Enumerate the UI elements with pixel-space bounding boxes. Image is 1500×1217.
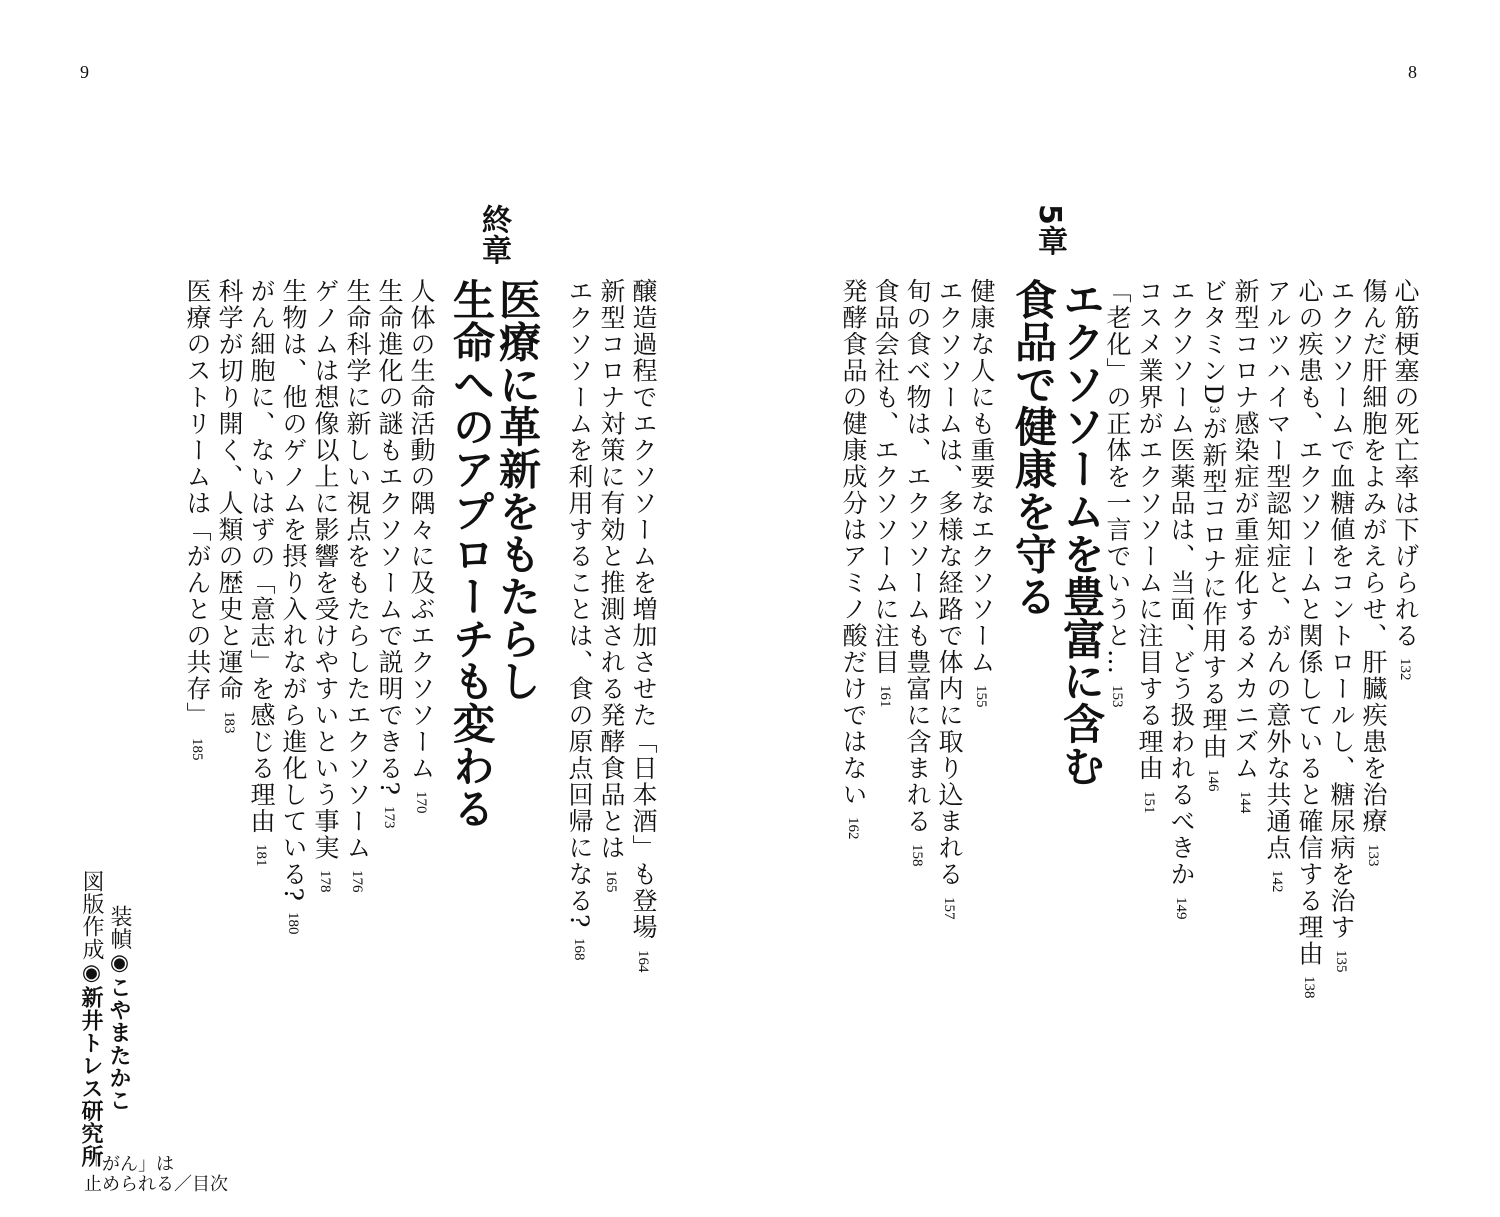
toc-entry-page: 176 — [349, 870, 365, 893]
toc-entry — [1102, 278, 1130, 707]
toc-entry-title: エクソソーム医薬品は、当面、どう扱われるべきか — [1167, 278, 1196, 888]
toc-entry-title: 健康な人にも重要なエクソソーム — [967, 278, 996, 676]
toc-entry — [564, 278, 592, 961]
toc-entry — [902, 278, 930, 866]
toc-entry — [1294, 278, 1322, 999]
toc-entry-page: 181 — [253, 843, 269, 867]
toc-entry-page: 132 — [1397, 658, 1413, 681]
toc-entry — [1358, 278, 1386, 866]
toc-entry-page: 178 — [317, 870, 333, 893]
credit-design-label: 装幀◉ — [107, 905, 132, 976]
toc-entry-subscript: 3 — [1206, 405, 1221, 416]
toc-entry — [1262, 278, 1290, 893]
toc-entry-page: 161 — [877, 684, 893, 708]
toc-entry — [870, 278, 898, 707]
chapter-title-line2: 食品で健康を守る — [1009, 278, 1058, 618]
running-book-title-line1: 「がん」は — [84, 1154, 174, 1175]
toc-entry-page: 155 — [973, 684, 989, 708]
toc-entry — [1166, 278, 1194, 919]
toc-entry — [966, 278, 994, 707]
toc-entry — [374, 278, 402, 828]
toc-entry — [596, 278, 624, 893]
toc-entry-title: 新型コロナ感染症が重症化するメカニズム — [1231, 278, 1260, 782]
final-chapter-label: 終章 — [476, 204, 511, 266]
page-number-left: 9 — [80, 62, 89, 82]
toc-entry-title: エクソソームを利用することは、食の原点回帰になる? — [565, 278, 594, 929]
toc-entry — [214, 278, 242, 734]
chapter-number: 5章 — [1032, 204, 1067, 257]
toc-entry — [342, 278, 370, 893]
toc-entry-page: 149 — [1173, 896, 1189, 920]
toc-entry — [1390, 278, 1418, 681]
toc-entry-page: 151 — [1141, 790, 1157, 814]
toc-entry-title: 生命科学に新しい視点をもたらしたエクソソーム — [343, 278, 372, 861]
toc-entry-page: 183 — [221, 711, 237, 734]
toc-entry — [934, 278, 962, 919]
toc-entry-page: 158 — [909, 843, 925, 867]
toc-entry — [182, 278, 210, 760]
toc-entry — [246, 278, 274, 866]
toc-entry-title: 旬の食べ物は、エクソソームも豊富に含まれる — [903, 278, 932, 835]
toc-entry — [628, 278, 656, 972]
toc-entry-page: 144 — [1237, 790, 1253, 814]
toc-entry-title-rest: が新型コロナに作用する理由 — [1199, 415, 1228, 760]
toc-entry — [278, 278, 306, 934]
toc-entry-title: コスメ業界がエクソソームに注目する理由 — [1135, 278, 1164, 782]
toc-entry-title: 醸造過程でエクソソームを増加させた「日本酒」も登場 — [629, 278, 658, 941]
toc-entry-page: 185 — [189, 737, 205, 761]
toc-entry-page: 133 — [1365, 843, 1381, 867]
toc-entry-title: 医療のストリームは「がんとの共存」 — [183, 278, 212, 729]
toc-entry-title: 心筋梗塞の死亡率は下げられる — [1391, 278, 1420, 649]
toc-entry-title: アルツハイマー型認知症と、がんの意外な共通点 — [1263, 278, 1292, 861]
toc-entry-title: 「老化」の正体を一言でいうと… — [1103, 278, 1132, 676]
toc-entry-page: 170 — [413, 790, 429, 814]
toc-entry-title: 生物は、他のゲノムを摂り入れながら進化している? — [279, 278, 308, 903]
toc-entry — [1230, 278, 1258, 813]
toc-entry-title: 生命進化の謎もエクソソームで説明できる? — [375, 278, 404, 797]
toc-entry-title: ゲノムは想像以上に影響を受けやすいという事実 — [311, 278, 340, 861]
running-book-title-line2: 止められる／目次 — [84, 1173, 228, 1195]
credit-design-name: こやまたかこ — [106, 975, 132, 1112]
final-chapter-title-line1: 医療に革新をもたらし — [493, 278, 542, 703]
toc-entry-title: 発酵食品の健康成分はアミノ酸だけではない — [839, 278, 868, 808]
toc-entry — [1134, 278, 1162, 813]
toc-entry-title: 心の疾患も、エクソソームと関係していると確信する理由 — [1295, 278, 1324, 967]
toc-entry-title: 傷んだ肝細胞をよみがえらせ、肝臓疾患を治療 — [1359, 278, 1388, 835]
toc-entry-page: 168 — [571, 938, 587, 961]
toc-entry-page: 153 — [1109, 684, 1125, 708]
toc-entry-page: 138 — [1301, 976, 1317, 999]
toc-entry — [406, 278, 434, 813]
toc-entry-title: 食品会社も、エクソソームに注目 — [871, 278, 900, 676]
final-chapter-title-line2: 生命へのアプローチも変わる — [447, 278, 496, 830]
toc-entry-page: 146 — [1205, 769, 1221, 792]
toc-entry-title: エクソソームで血糖値をコントロールし、糖尿病を治す — [1327, 278, 1356, 941]
page-number-right: 8 — [1408, 62, 1417, 82]
toc-entry-title: 人体の生命活動の隅々に及ぶエクソソーム — [407, 278, 436, 782]
toc-entry-page: 180 — [285, 911, 301, 935]
toc-entry — [1198, 278, 1226, 792]
toc-entry-page: 135 — [1333, 949, 1349, 973]
toc-entry-title: 新型コロナ対策に有効と推測される発酵食品とは — [597, 278, 626, 861]
running-book-title — [84, 1155, 228, 1195]
toc-entry-title: 科学が切り開く、人類の歴史と運命 — [215, 278, 244, 702]
chapter-title-line1: エクソソームを豊富に含む — [1057, 278, 1106, 788]
toc-entry — [838, 278, 866, 840]
toc-entry-page: 165 — [603, 870, 619, 893]
credit-figures-name: 新井トレス研究所 — [78, 986, 104, 1168]
toc-entry-page: 142 — [1269, 870, 1285, 893]
toc-entry-title: ビタミンD — [1199, 278, 1228, 406]
toc-entry — [1326, 278, 1354, 972]
toc-entry-page: 164 — [635, 949, 651, 973]
toc-entry-page: 157 — [941, 896, 957, 920]
credit-figures — [80, 870, 102, 1168]
credit-figures-label: 図版作成◉ — [79, 870, 104, 987]
toc-entry-page: 173 — [381, 805, 397, 829]
toc-entry-title: がん細胞に、ないはずの「意志」を感じる理由 — [247, 278, 276, 835]
toc-entry-title: エクソソームは、多様な経路で体内に取り込まれる — [935, 278, 964, 888]
toc-entry — [310, 278, 338, 893]
credit-design — [108, 905, 130, 1112]
toc-entry-page: 162 — [845, 817, 861, 840]
